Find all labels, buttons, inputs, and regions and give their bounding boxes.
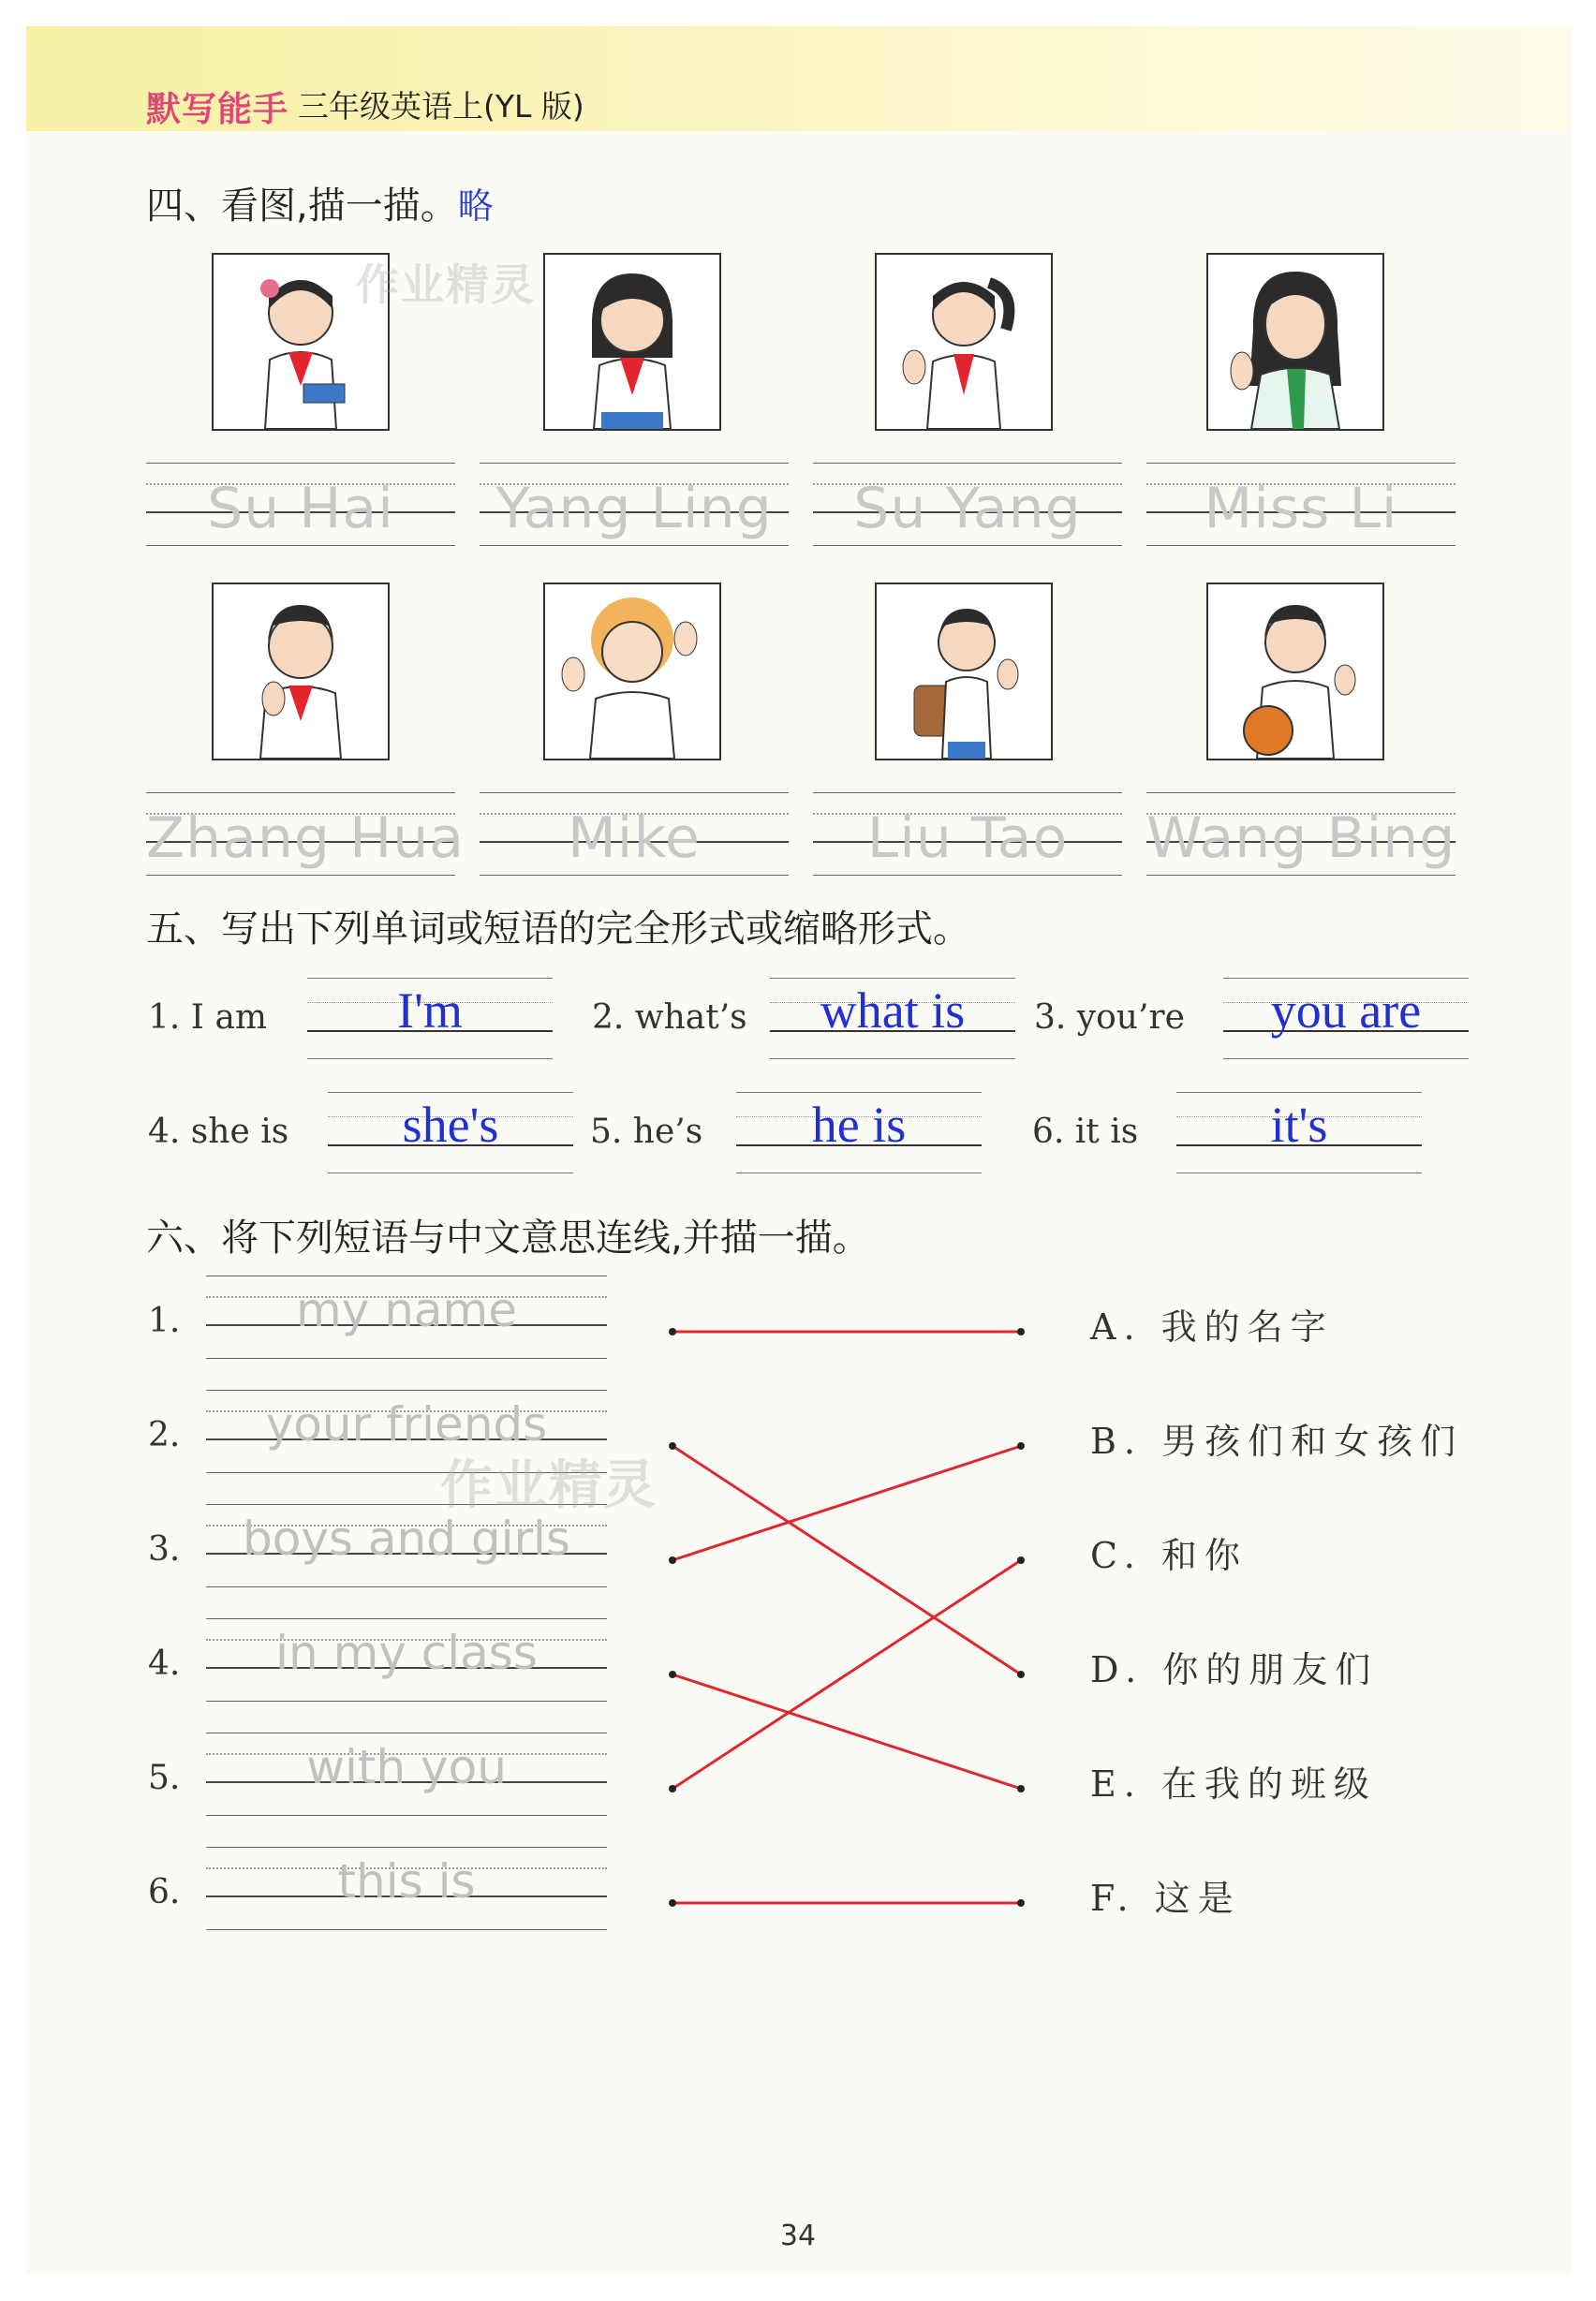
- tracing-line-liu-tao: [813, 792, 1122, 877]
- picture-mike: [543, 583, 721, 760]
- tracing-line-yang-ling: [480, 463, 789, 547]
- q5-item-6-answer: it's: [1270, 1097, 1328, 1153]
- student-boy-icon: [214, 584, 388, 759]
- match-right-meaning: D. 你的朋友们: [1090, 1649, 1379, 1690]
- section-5-title: 五、写出下列单词或短语的完全形式或缩略形式。: [146, 907, 970, 951]
- match-left-phrase: with you: [306, 1740, 507, 1794]
- q5-item-2-label: 2. what’s: [592, 998, 747, 1037]
- q5-item-3-label: 3. you’re: [1034, 998, 1185, 1037]
- tracing-line-zhang-hua: [146, 792, 465, 877]
- tracing-line-mike: [480, 792, 789, 877]
- name-wang-bing: Wang Bing: [1146, 805, 1456, 871]
- name-liu-tao: Liu Tao: [866, 805, 1069, 871]
- match-left-phrase: this is: [337, 1854, 476, 1909]
- q5-item-4-label: 4. she is: [148, 1113, 289, 1151]
- tracing-line-wang-bing: [1146, 792, 1456, 877]
- match-right-meaning: B. 男孩们和女孩们: [1090, 1421, 1464, 1462]
- match-left-tracing-lines: [206, 1276, 607, 1360]
- match-left-number: 5.: [148, 1759, 181, 1797]
- student-girl-icon: [545, 255, 719, 429]
- picture-zhang-hua: [212, 583, 390, 760]
- student-boy-basketball-icon: [1208, 584, 1382, 759]
- q5-item-5-answer: he is: [811, 1097, 907, 1153]
- picture-wang-bing: [1206, 583, 1384, 760]
- q5-item-3-answer: you are: [1270, 982, 1422, 1039]
- name-zhang-hua: Zhang Hua: [146, 805, 465, 871]
- match-left-phrase: your friends: [265, 1397, 548, 1452]
- name-yang-ling: Yang Ling: [495, 476, 773, 541]
- picture-miss-li: [1206, 253, 1384, 431]
- section-4-title: [146, 176, 494, 229]
- student-boy-backpack-icon: [877, 584, 1051, 759]
- q5-item-6-label: 6. it is: [1032, 1113, 1139, 1151]
- match-left-phrase: boys and girls: [243, 1512, 570, 1566]
- match-right-meaning: A. 我的名字: [1090, 1306, 1334, 1348]
- match-left-number: 4.: [148, 1645, 181, 1683]
- match-left-tracing-lines: [206, 1847, 607, 1931]
- match-left-phrase: in my class: [275, 1626, 538, 1680]
- match-right-meaning: C. 和你: [1090, 1535, 1248, 1576]
- q5-item-5-label: 5. he’s: [590, 1113, 703, 1151]
- section-4-answer-note: 略: [457, 185, 494, 227]
- name-su-hai: Su Hai: [207, 476, 394, 541]
- picture-liu-tao: [875, 583, 1053, 760]
- name-miss-li: Miss Li: [1204, 476, 1398, 541]
- tracing-line-su-hai: [146, 463, 455, 547]
- name-su-yang: Su Yang: [853, 476, 1082, 541]
- q5-item-2-answer: what is: [820, 982, 966, 1039]
- section-4-heading: 四、看图,描一描。: [146, 184, 458, 228]
- watermark-top: 作业精灵: [356, 259, 536, 310]
- student-boy-blond-icon: [545, 584, 719, 759]
- match-left-tracing-lines: [206, 1618, 607, 1703]
- match-right-meaning: F. 这是: [1090, 1878, 1241, 1919]
- match-left-number: 2.: [148, 1416, 181, 1454]
- q5-item-1-answer: I'm: [397, 982, 463, 1039]
- book-title: 三年级英语上(YL 版): [298, 88, 584, 125]
- tracing-line-miss-li: [1146, 463, 1456, 547]
- watermark-middle: 作业精灵: [440, 1455, 658, 1516]
- name-mike: Mike: [568, 805, 701, 871]
- match-right-meaning: E. 在我的班级: [1090, 1763, 1377, 1805]
- picture-yang-ling: [543, 253, 721, 431]
- match-left-phrase: my name: [296, 1283, 517, 1337]
- match-left-tracing-lines: [206, 1733, 607, 1817]
- match-left-number: 1.: [148, 1302, 181, 1340]
- section-6-title: 六、将下列短语与中文意思连线,并描一描。: [146, 1217, 870, 1260]
- tracing-line-su-yang: [813, 463, 1122, 547]
- student-girl-icon: [877, 255, 1051, 429]
- match-left-number: 6.: [148, 1873, 181, 1911]
- q5-item-1-label: 1. I am: [148, 998, 268, 1037]
- match-left-number: 3.: [148, 1530, 181, 1569]
- q5-item-4-answer: she's: [402, 1097, 499, 1153]
- picture-su-yang: [875, 253, 1053, 431]
- page-number: 34: [779, 2220, 817, 2252]
- teacher-icon: [1208, 255, 1382, 429]
- brand-logo-text: 默写能手: [146, 89, 288, 129]
